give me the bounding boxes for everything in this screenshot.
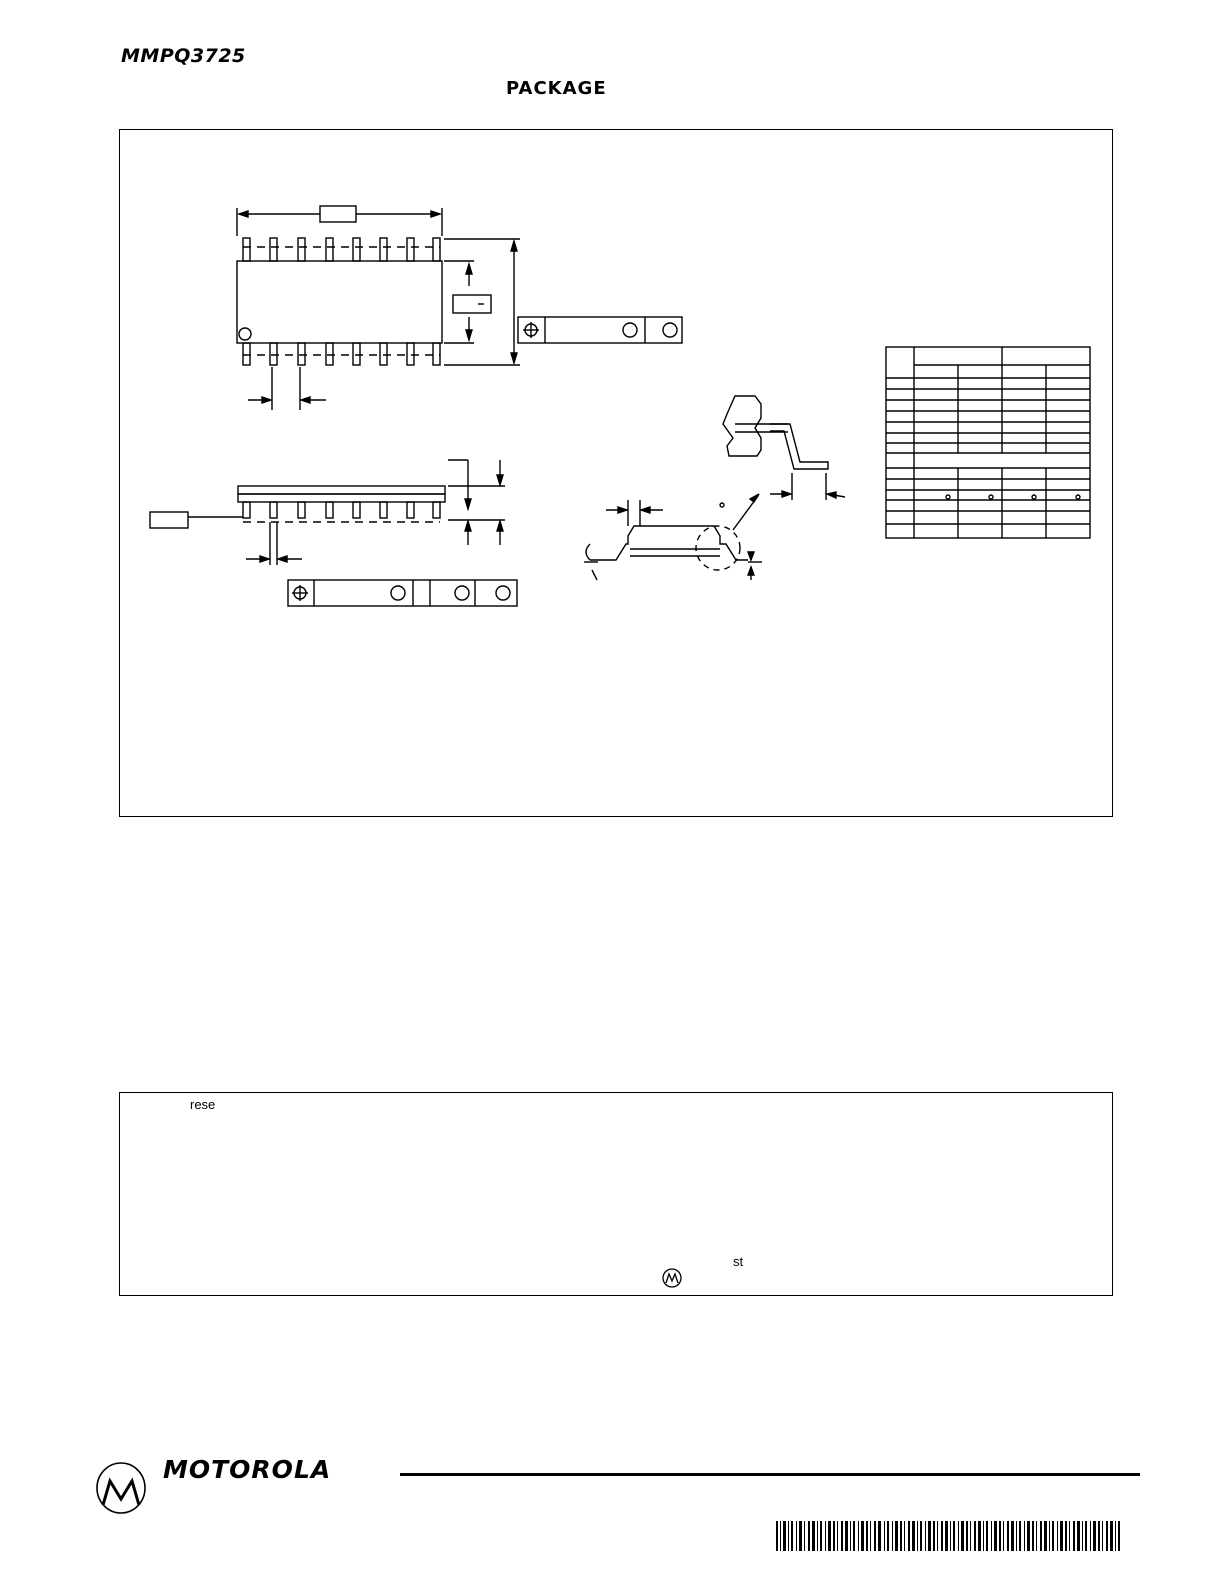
part-number: MMPQ3725 <box>121 45 246 67</box>
disclaimer-text-end: st <box>733 1254 744 1269</box>
section-title: PACKAGE <box>506 78 607 99</box>
disclaimer-text: rese <box>190 1097 216 1112</box>
brand-name: MOTOROLA <box>163 1455 332 1484</box>
